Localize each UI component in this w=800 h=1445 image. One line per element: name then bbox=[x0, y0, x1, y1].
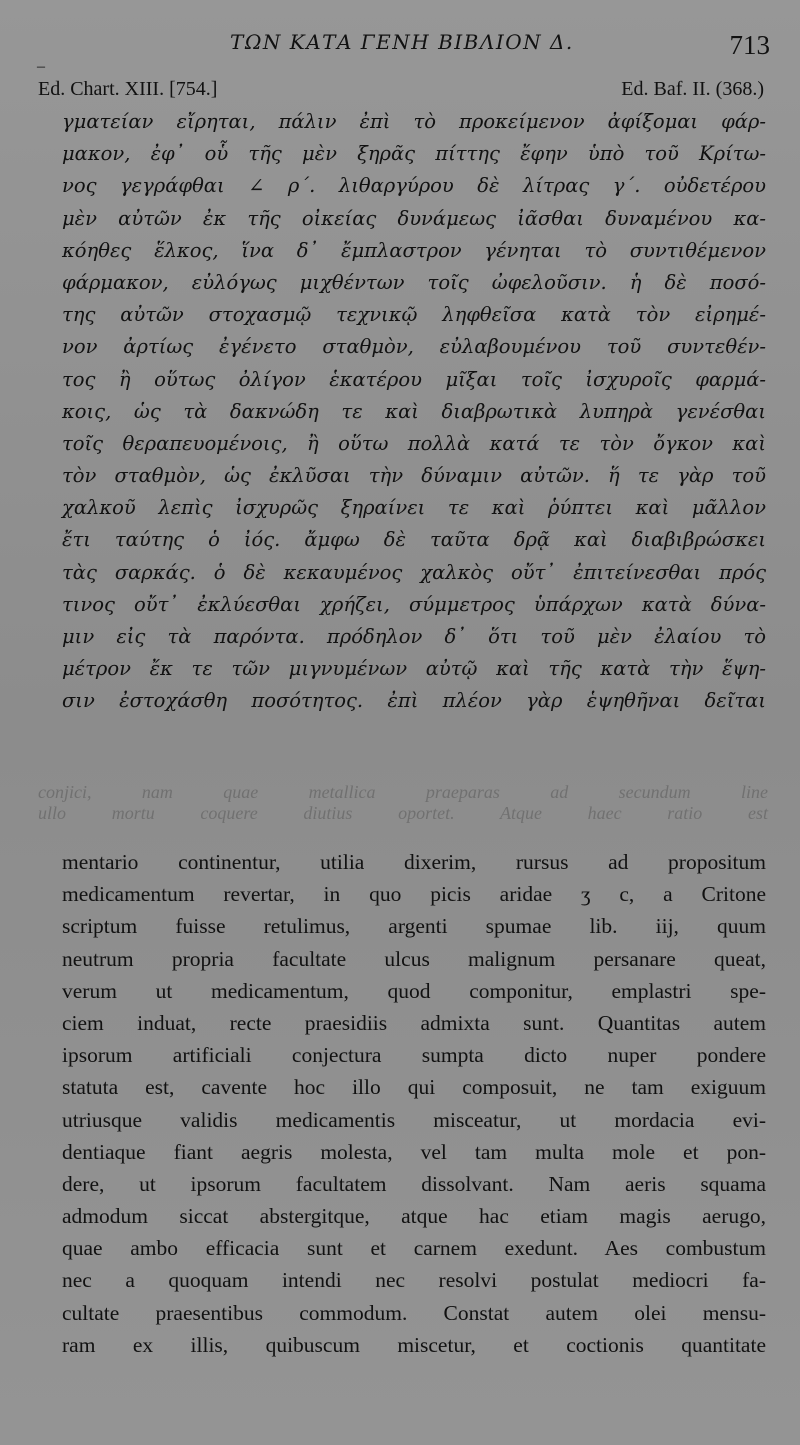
greek-line: της αὐτῶν στοχασμῷ τεχνικῷ ληφθεῖσα κατὰ τὸν εἰρημέ- bbox=[62, 303, 766, 327]
greek-line: τοῖς θεραπευομένοις, ἢ οὕτω πολλὰ κατά τε τὸν ὄγκον καὶ bbox=[62, 431, 766, 455]
greek-line: μακον, ἐφ᾽ οὗ τῆς μὲν ξηρᾶς πίττης ἔφην ὑπὸ τοῦ Κρίτω- bbox=[62, 142, 766, 166]
latin-line: neutrum propria facultate ulcus malignum persanare queat, bbox=[62, 946, 766, 971]
bleed-line: conjici, nam quae metallica praeparas ad secundum line bbox=[38, 782, 768, 802]
edition-line bbox=[38, 78, 764, 104]
greek-line: κόηθες ἕλκος, ἵνα δ᾽ ἔμπλαστρον γένηται τὸ συντιθέμενον bbox=[62, 238, 766, 262]
latin-line: quae ambo efficacia sunt et carnem exedunt. Aes combustum bbox=[62, 1236, 766, 1261]
greek-line: γματείαν εἴρηται, πάλιν ἐπὶ τὸ προκείμενον ἀφίξομαι φάρ- bbox=[62, 110, 766, 133]
bleed-line: ullo mortu coquere diutius oportet. Atque haec ratio est bbox=[38, 803, 768, 823]
running-head bbox=[40, 30, 770, 70]
greek-line: ἔτι ταύτης ὁ ἰός. ἄμφω δὲ ταῦτα δρᾷ καὶ διαβιβρώσκει bbox=[62, 528, 766, 552]
latin-line: ram ex illis, quibuscum miscetur, et coctionis quantitate bbox=[62, 1332, 766, 1357]
page-number: 713 bbox=[729, 30, 770, 60]
greek-line: μέτρον ἔκ τε τῶν μιγνυμένων αὐτῷ καὶ τῆς κατὰ τὴν ἕψη- bbox=[62, 657, 766, 681]
edition-basel: Ed. Baf. II. (368.) bbox=[621, 78, 764, 100]
greek-line: κοις, ὡς τὰ δακνώδη τε καὶ διαβρωτικὰ λυπηρὰ γενέσθαι bbox=[62, 399, 766, 423]
margin-mark: ‒ bbox=[37, 58, 45, 75]
greek-line: νον ἀρτίως ἐγένετο σταθμὸν, εὐλαβουμένου τοῦ συντεθέν- bbox=[62, 335, 766, 359]
latin-line: verum ut medicamentum, quod componitur, emplastri spe- bbox=[62, 978, 766, 1003]
bleed-through-text bbox=[38, 782, 768, 824]
latin-line: medicamentum revertar, in quo picis aridae ʒ c, a Critone bbox=[62, 882, 766, 907]
greek-line: τὸν σταθμὸν, ὡς ἐκλῦσαι τὴν δύναμιν αὐτῶν. ἥ τε γὰρ τοῦ bbox=[62, 464, 766, 488]
greek-line: νος γεγράφθαι ∠ ρ΄. λιθαργύρου δὲ λίτρας γ΄. οὐδετέρου bbox=[62, 174, 766, 198]
latin-line: admodum siccat abstergitque, atque hac etiam magis aerugo, bbox=[62, 1204, 766, 1229]
latin-line: dentiaque fiant aegris molesta, vel tam multa mole et pon- bbox=[62, 1139, 766, 1164]
latin-line: mentario continentur, utilia dixerim, rursus ad propositum bbox=[62, 850, 766, 874]
greek-text bbox=[62, 106, 766, 718]
latin-line: ipsorum artificiali conjectura sumpta dicto nuper pondere bbox=[62, 1043, 766, 1068]
greek-line: μὲν αὐτῶν ἐκ τῆς οἰκείας δυνάμεως ἰᾶσθαι δυναμένου κα- bbox=[62, 206, 766, 230]
greek-line: σιν ἐστοχάσθη ποσότητος. ἐπὶ πλέον γὰρ ἑψηθῆναι δεῖται bbox=[62, 689, 766, 713]
latin-line: dere, ut ipsorum facultatem dissolvant. Nam aeris squama bbox=[62, 1171, 766, 1196]
greek-line: τινος οὔτ᾽ ἐκλύεσθαι χρήζει, σύμμετρος ὑπάρχων κατὰ δύνα- bbox=[62, 592, 766, 616]
latin-line: nec a quoquam intendi nec resolvi postulat mediocri fa- bbox=[62, 1268, 766, 1293]
latin-line: ciem induat, recte praesidiis admixta sunt. Quantitas autem bbox=[62, 1010, 766, 1035]
greek-line: μιν εἰς τὰ παρόντα. πρόδηλον δ᾽ ὅτι τοῦ μὲν ἐλαίου τὸ bbox=[62, 625, 766, 648]
edition-chartier: Ed. Chart. XIII. [754.] bbox=[38, 78, 218, 100]
latin-line: utriusque validis medicamentis misceatur, ut mordacia evi- bbox=[62, 1107, 766, 1132]
greek-line: φάρμακον, εὐλόγως μιχθέντων τοῖς ὠφελοῦσιν. ἡ δὲ ποσό- bbox=[62, 270, 766, 294]
running-title: ΤΩΝ ΚΑΤΑ ΓΕΝΗ ΒΙΒΛΙΟΝ Δ. bbox=[230, 30, 574, 54]
latin-line: scriptum fuisse retulimus, argenti spumae lib. iij, quum bbox=[62, 914, 766, 939]
greek-line: τὰς σαρκάς. ὁ δὲ κεκαυμένος χαλκὸς οὔτ᾽ ἐπιτείνεσθαι πρός bbox=[62, 560, 766, 584]
greek-line: τος ἢ οὕτως ὀλίγον ἑκατέρου μῖξαι τοῖς ἰσχυροῖς φαρμά- bbox=[62, 367, 766, 391]
latin-line: cultate praesentibus commodum. Constat autem olei mensu- bbox=[62, 1300, 766, 1325]
latin-text bbox=[62, 846, 766, 1361]
greek-line: χαλκοῦ λεπὶς ἰσχυρῶς ξηραίνει τε καὶ ῥύπτει καὶ μᾶλλον bbox=[62, 496, 766, 520]
latin-line: statuta est, cavente hoc illo qui composuit, ne tam exiguum bbox=[62, 1075, 766, 1100]
